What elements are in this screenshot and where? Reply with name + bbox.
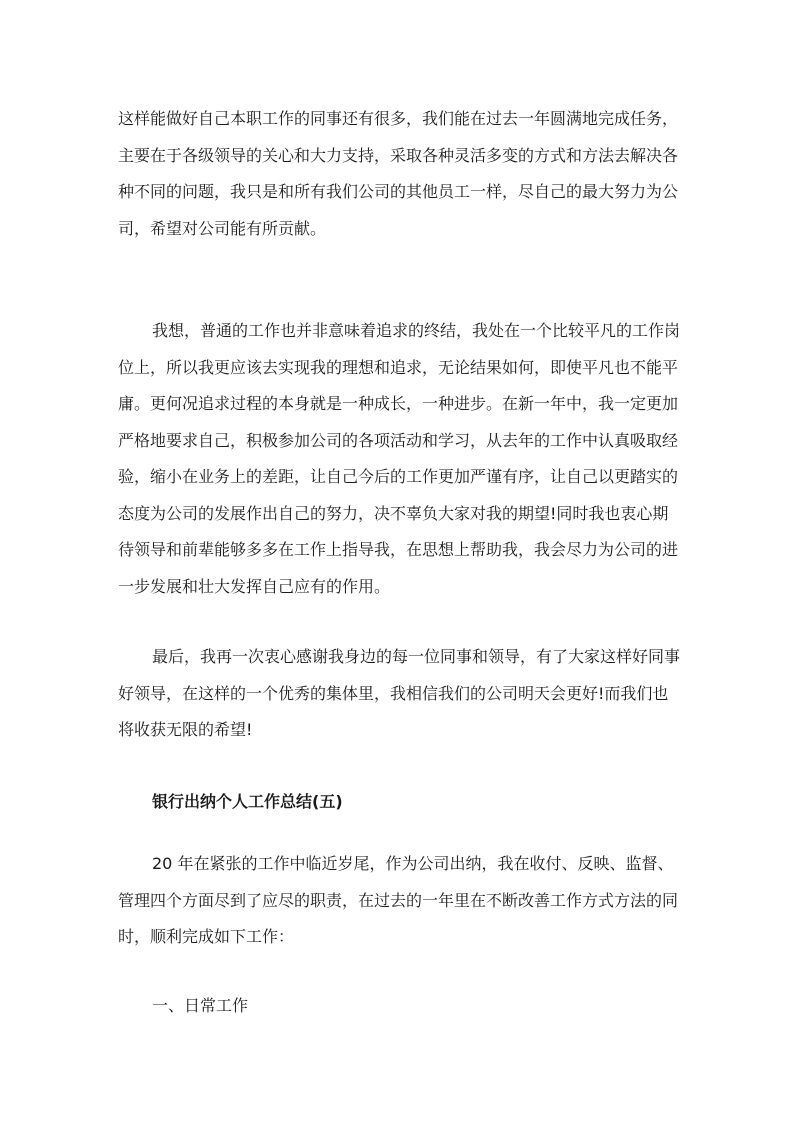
text-line: 种不同的问题，我只是和所有我们公司的其他员工一样，尽自己的最大努力为公 [118, 182, 679, 201]
paragraph-4 [118, 846, 688, 956]
text-line: 20 年在紧张的工作中临近岁尾，作为公司出纳，我在收付、反映、监督、 [152, 854, 674, 873]
text-line: 时，顺利完成如下工作： [118, 927, 295, 946]
text-line: 我想，普通的工作也并非意味着追求的终结，我处在一个比较平凡的工作岗 [152, 321, 681, 340]
text-line: 待领导和前辈能够多多在工作上指导我，在思想上帮助我，我会尽力为公司的进 [118, 540, 679, 559]
text-line: 位上，所以我更应该去实现我的理想和追求，无论结果如何，即使平凡也不能平 [118, 357, 679, 377]
text-line: 一、日常工作 [152, 996, 249, 1015]
text-line: 主要在于各级领导的关心和大力支持，采取各种灵活多变的方式和方法去解决各 [118, 145, 679, 165]
text-line: 最后，我再一次衷心感谢我身边的每一位同事和领导，有了大家这样好同事 [152, 647, 681, 666]
text-line: 好领导，在这样的一个优秀的集体里，我相信我们的公司明天会更好!而我们也 [118, 683, 669, 703]
text-line: 庸。更何况追求过程的本身就是一种成长，一种进步。在新一年中，我一定更加 [118, 394, 679, 413]
subsection-title [118, 988, 688, 1025]
section-heading [118, 784, 688, 821]
text-line: 验，缩小在业务上的差距，让自己今后的工作更加严谨有序，让自己以更踏实的 [118, 467, 679, 486]
paragraph-3 [118, 639, 688, 749]
text-line: 一步发展和壮大发挥自己应有的作用。 [118, 576, 391, 596]
text-line: 管理四个方面尽到了应尽的职责，在过去的一年里在不断改善工作方式方法的同 [118, 890, 679, 910]
text-line: 司，希望对公司能有所贡献。 [118, 218, 327, 238]
text-line: 严格地要求自己，积极参加公司的各项活动和学习，从去年的工作中认真吸取经 [118, 430, 679, 450]
text-line: 将收获无限的希望! [118, 720, 253, 739]
text-line: 这样能做好自己本职工作的同事还有很多，我们能在过去一年圆满地完成任务， [118, 109, 679, 128]
paragraph-2 [118, 313, 688, 605]
heading-text: 银行出纳个人工作总结(五) [152, 792, 343, 811]
paragraph-1 [118, 101, 688, 247]
text-line: 态度为公司的发展作出自己的努力，决不辜负大家对我的期望!同时我也衷心期 [118, 503, 669, 523]
